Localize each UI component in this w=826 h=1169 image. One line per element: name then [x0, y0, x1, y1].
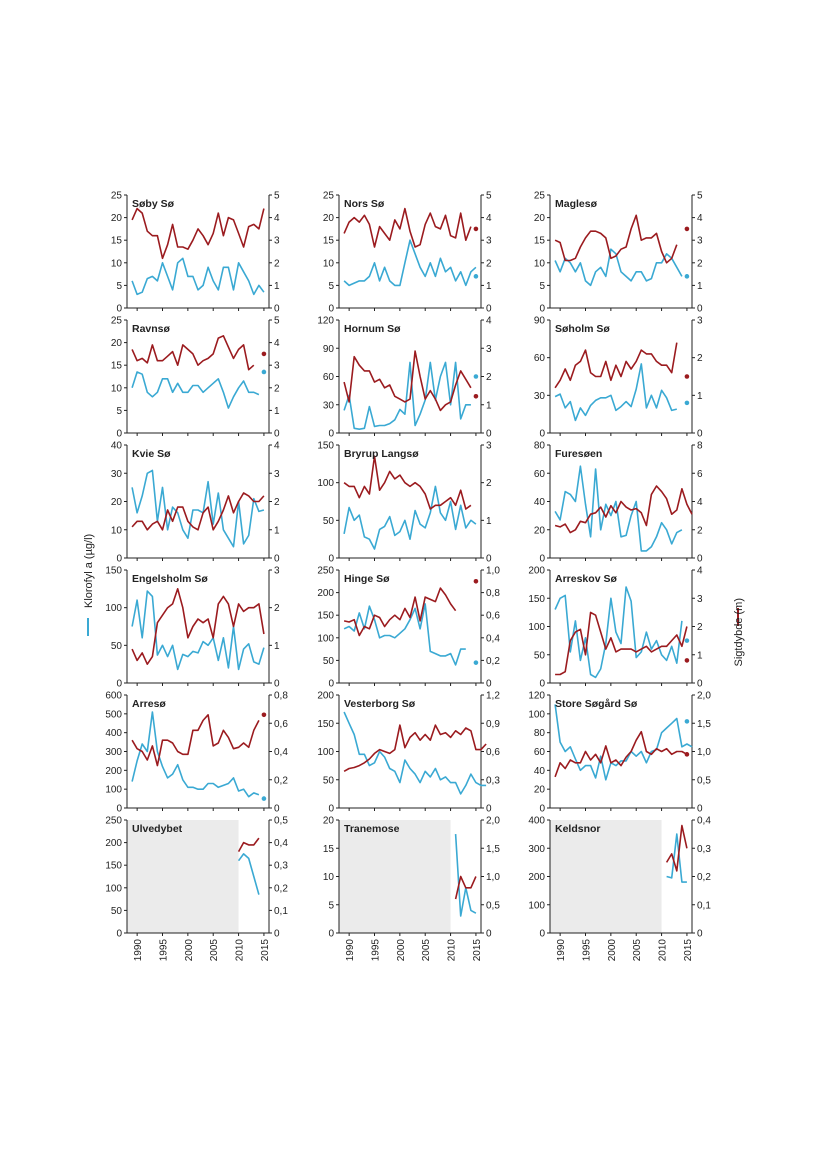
y-right-legend — [733, 598, 745, 666]
panels — [105, 191, 711, 962]
no-data-region — [339, 820, 451, 933]
y-left-tick-label: 90 — [322, 343, 334, 355]
y-right-tick-label: 0 — [697, 428, 703, 440]
y-left-tick-label: 10 — [322, 872, 334, 883]
x-tick-label: 1995 — [581, 939, 593, 962]
y-left-label: Klorofyl a (µg/l) — [83, 533, 95, 608]
y-right-tick-label: 1,0 — [697, 747, 711, 758]
y-left-tick-label: 15 — [322, 235, 334, 247]
panel-title: Søholm Sø — [555, 323, 610, 335]
panel-title: Arresø — [132, 698, 166, 710]
panel-title: Keldsnor — [555, 823, 601, 835]
y-right-tick-label: 0 — [274, 428, 280, 440]
y-left-tick-label: 40 — [110, 440, 122, 452]
y-left-tick-label: 200 — [528, 872, 545, 883]
y-left-tick-label: 500 — [105, 709, 122, 721]
y-left-tick-label: 0 — [539, 928, 545, 940]
chlorophyll-point — [262, 796, 267, 801]
panel-title: Ulvedybet — [132, 823, 183, 835]
y-right-tick-label: 4 — [274, 440, 280, 452]
panel-title: Engelsholm Sø — [132, 573, 208, 585]
chlorophyll-point — [685, 719, 690, 724]
y-left-tick-label: 120 — [317, 315, 334, 327]
y-left-tick-label: 0 — [328, 428, 334, 440]
y-left-tick-label: 0 — [328, 678, 334, 690]
y-left-tick-label: 120 — [528, 690, 545, 702]
chlorophyll-point — [474, 374, 479, 379]
chlorophyll-point — [685, 401, 690, 406]
y-left-tick-label: 100 — [528, 709, 545, 721]
y-left-tick-label: 60 — [533, 353, 545, 365]
y-left-tick-label: 10 — [110, 383, 122, 395]
y-left-tick-label: 5 — [539, 280, 545, 292]
secchi-series-line — [132, 336, 254, 370]
panel-hinge-sø — [317, 566, 500, 690]
y-right-tick-label: 2,0 — [697, 690, 711, 702]
y-left-tick-label: 150 — [105, 565, 122, 577]
y-right-tick-label: 3 — [274, 565, 280, 577]
y-left-tick-label: 50 — [322, 515, 334, 527]
y-left-tick-label: 20 — [110, 338, 122, 350]
y-left-tick-label: 60 — [533, 747, 545, 758]
y-left-tick-label: 100 — [105, 883, 122, 895]
y-right-tick-label: 0 — [486, 803, 492, 815]
chlorophyll-series-line — [456, 834, 476, 916]
y-left-tick-label: 20 — [110, 497, 122, 508]
y-right-tick-label: 2 — [697, 258, 703, 270]
chlorophyll-series-line — [132, 712, 259, 797]
y-right-tick-label: 0 — [697, 803, 703, 815]
y-left-tick-label: 150 — [317, 610, 334, 622]
y-left-tick-label: 0 — [539, 803, 545, 815]
y-right-tick-label: 5 — [486, 190, 492, 202]
y-right-tick-label: 3 — [274, 235, 280, 247]
y-left-tick-label: 25 — [110, 190, 122, 202]
secchi-point — [474, 394, 479, 399]
panel-arreskov-sø — [528, 566, 703, 690]
y-right-tick-label: 6 — [697, 468, 703, 480]
y-right-tick-label: 0,6 — [274, 718, 288, 730]
panel-title: Hinge Sø — [344, 573, 390, 585]
x-tick-label: 1995 — [370, 939, 382, 962]
y-left-tick-label: 10 — [110, 258, 122, 270]
y-right-tick-label: 3 — [486, 343, 492, 355]
x-tick-label: 2005 — [209, 939, 221, 962]
y-right-tick-label: 0 — [697, 553, 703, 565]
y-right-tick-label: 1 — [697, 280, 703, 292]
y-left-tick-label: 0 — [116, 803, 122, 815]
panel-title: Maglesø — [555, 198, 598, 210]
y-right-tick-label: 0,4 — [274, 747, 288, 758]
panel-engelsholm-sø — [105, 566, 280, 690]
y-right-tick-label: 5 — [274, 315, 280, 327]
y-right-tick-label: 0,4 — [697, 815, 711, 827]
x-tick-label: 2015 — [682, 939, 694, 962]
y-left-tick-label: 0 — [116, 303, 122, 315]
panel-søby-sø — [111, 191, 280, 315]
y-left-tick-label: 5 — [328, 900, 334, 912]
y-right-tick-label: 0,2 — [274, 883, 288, 895]
y-left-tick-label: 10 — [533, 258, 545, 270]
y-right-tick-label: 4 — [274, 213, 280, 225]
y-left-tick-label: 100 — [317, 633, 334, 645]
panel-søholm-sø — [534, 316, 703, 440]
y-left-tick-label: 60 — [533, 468, 545, 480]
y-left-tick-label: 10 — [110, 525, 122, 537]
y-left-tick-label: 100 — [317, 747, 334, 758]
panel-title: Store Søgård Sø — [555, 698, 638, 710]
panel-vesterborg-sø — [317, 691, 500, 815]
secchi-series-line — [344, 725, 486, 771]
y-right-tick-label: 1 — [486, 280, 492, 292]
panel-ravnsø — [111, 316, 280, 440]
chlorophyll-series-line — [344, 604, 466, 665]
y-right-tick-label: 0 — [486, 678, 492, 690]
y-left-tick-label: 25 — [110, 315, 122, 327]
no-data-region — [550, 820, 662, 933]
y-right-tick-label: 0 — [486, 303, 492, 315]
y-left-tick-label: 250 — [105, 815, 122, 827]
y-left-tick-label: 150 — [528, 593, 545, 605]
y-right-tick-label: 0,5 — [486, 900, 500, 912]
y-right-tick-label: 0,6 — [486, 610, 500, 622]
y-right-tick-label: 4 — [697, 497, 703, 508]
y-left-tick-label: 40 — [533, 497, 545, 508]
panel-store-søgård-sø — [528, 691, 711, 815]
secchi-point — [262, 352, 267, 357]
y-right-tick-label: 3 — [697, 235, 703, 247]
y-left-tick-label: 20 — [322, 815, 334, 827]
secchi-series-line — [555, 486, 692, 533]
y-right-tick-label: 4 — [697, 213, 703, 225]
y-left-tick-label: 25 — [533, 190, 545, 202]
secchi-point — [685, 752, 690, 757]
x-tick-label: 2015 — [471, 939, 483, 962]
secchi-series-line — [132, 209, 264, 259]
y-left-tick-label: 5 — [116, 280, 122, 292]
y-right-tick-label: 0,2 — [697, 872, 711, 883]
panel-title: Arreskov Sø — [555, 573, 617, 585]
y-left-tick-label: 50 — [110, 905, 122, 917]
chlorophyll-point — [262, 370, 267, 375]
y-left-tick-label: 100 — [105, 603, 122, 615]
secchi-series-line — [344, 588, 456, 635]
panel-kvie-sø — [111, 441, 280, 565]
y-left-tick-label: 200 — [528, 565, 545, 577]
y-left-tick-label: 80 — [533, 728, 545, 740]
y-left-tick-label: 0 — [328, 553, 334, 565]
y-right-tick-label: 4 — [274, 338, 280, 350]
y-right-tick-label: 5 — [274, 190, 280, 202]
chlorophyll-series-line — [555, 704, 692, 779]
y-right-tick-label: 0 — [274, 803, 280, 815]
y-left-tick-label: 300 — [105, 747, 122, 758]
y-right-tick-label: 3 — [486, 235, 492, 247]
y-left-tick-label: 0 — [539, 303, 545, 315]
x-tick-label: 1990 — [345, 939, 357, 962]
x-tick-label: 2005 — [632, 939, 644, 962]
y-left-tick-label: 30 — [533, 390, 545, 402]
y-left-tick-label: 5 — [328, 280, 334, 292]
chlorophyll-series-line — [132, 258, 264, 294]
y-right-tick-label: 0 — [486, 428, 492, 440]
y-left-tick-label: 10 — [322, 258, 334, 270]
y-left-tick-label: 40 — [533, 765, 545, 777]
secchi-series-line — [132, 493, 264, 530]
y-left-tick-label: 400 — [105, 728, 122, 740]
panel-tranemose — [323, 816, 500, 962]
y-left-tick-label: 90 — [533, 315, 545, 327]
y-left-tick-label: 15 — [533, 235, 545, 247]
secchi-series-line — [239, 838, 259, 852]
panel-title: Vesterborg Sø — [344, 698, 416, 710]
x-tick-label: 2000 — [183, 939, 195, 962]
y-right-tick-label: 2 — [274, 383, 280, 395]
y-right-tick-label: 2 — [697, 525, 703, 537]
y-left-tick-label: 200 — [105, 765, 122, 777]
y-right-tick-label: 1 — [697, 650, 703, 662]
panel-hornum-sø — [317, 316, 492, 440]
x-tick-label: 1995 — [158, 939, 170, 962]
panel-arresø — [105, 691, 288, 815]
y-left-tick-label: 300 — [528, 843, 545, 855]
y-right-tick-label: 0,2 — [486, 655, 500, 667]
y-left-tick-label: 20 — [533, 525, 545, 537]
y-right-tick-label: 3 — [274, 468, 280, 480]
y-right-tick-label: 0,5 — [274, 815, 288, 827]
x-tick-label: 2005 — [421, 939, 433, 962]
chlorophyll-series-line — [555, 587, 682, 677]
panel-nors-sø — [323, 191, 492, 315]
secchi-series-line — [344, 456, 471, 509]
x-tick-label: 2010 — [234, 939, 246, 962]
x-tick-label: 1990 — [133, 939, 145, 962]
y-right-tick-label: 0 — [697, 303, 703, 315]
y-left-tick-label: 50 — [322, 775, 334, 787]
y-left-tick-label: 0 — [116, 678, 122, 690]
y-right-tick-label: 1,5 — [697, 718, 711, 730]
panel-title: Hornum Sø — [344, 323, 401, 335]
y-right-tick-label: 1,0 — [486, 872, 500, 883]
panel-title: Søby Sø — [132, 198, 175, 210]
y-right-tick-label: 8 — [697, 440, 703, 452]
y-right-tick-label: 2 — [486, 372, 492, 383]
x-tick-label: 2010 — [657, 939, 669, 962]
panel-title: Kvie Sø — [132, 448, 171, 460]
y-right-tick-label: 2,0 — [486, 815, 500, 827]
y-left-tick-label: 100 — [317, 478, 334, 490]
y-right-tick-label: 2 — [274, 497, 280, 508]
chlorophyll-point — [474, 274, 479, 279]
no-data-region — [127, 820, 239, 933]
y-left-tick-label: 0 — [539, 678, 545, 690]
x-tick-label: 2010 — [446, 939, 458, 962]
y-left-tick-label: 400 — [528, 815, 545, 827]
panel-maglesø — [534, 191, 703, 315]
y-right-tick-label: 0 — [274, 553, 280, 565]
chlorophyll-point — [685, 274, 690, 279]
y-right-tick-label: 2 — [697, 353, 703, 365]
y-left-tick-label: 30 — [322, 400, 334, 412]
y-left-tick-label: 50 — [110, 640, 122, 652]
y-right-tick-label: 5 — [697, 190, 703, 202]
y-left-tick-label: 15 — [110, 360, 122, 372]
y-right-tick-label: 0,1 — [697, 900, 711, 912]
y-right-tick-label: 4 — [486, 213, 492, 225]
y-left-tick-label: 0 — [328, 928, 334, 940]
y-left-tick-label: 20 — [533, 784, 545, 796]
secchi-series-line — [667, 826, 687, 871]
y-right-tick-label: 0,6 — [486, 747, 500, 758]
y-right-tick-label: 1 — [274, 280, 280, 292]
y-right-tick-label: 0 — [697, 928, 703, 940]
y-left-tick-label: 150 — [317, 718, 334, 730]
y-left-tick-label: 60 — [322, 372, 334, 383]
y-right-tick-label: 2 — [486, 478, 492, 490]
x-tick-label: 2000 — [606, 939, 618, 962]
y-right-tick-label: 0 — [486, 928, 492, 940]
secchi-point — [685, 374, 690, 379]
y-left-tick-label: 20 — [110, 213, 122, 225]
y-right-tick-label: 2 — [274, 603, 280, 615]
y-right-tick-label: 1 — [274, 405, 280, 417]
secchi-series-line — [555, 732, 687, 777]
chlorophyll-point — [685, 638, 690, 643]
y-right-tick-label: 2 — [274, 258, 280, 270]
y-right-tick-label: 0,3 — [697, 843, 711, 855]
x-tick-label: 2000 — [395, 939, 407, 962]
y-right-tick-label: 2 — [486, 258, 492, 270]
chlorophyll-series-line — [239, 854, 259, 895]
y-left-tick-label: 0 — [328, 803, 334, 815]
secchi-point — [262, 712, 267, 717]
y-left-tick-label: 150 — [105, 860, 122, 872]
panel-keldsnor — [528, 816, 711, 962]
y-right-tick-label: 4 — [697, 565, 703, 577]
x-tick-label: 1990 — [556, 939, 568, 962]
y-right-tick-label: 2 — [697, 622, 703, 633]
secchi-series-line — [344, 209, 471, 247]
chlorophyll-series-line — [132, 372, 259, 408]
panel-title: Bryrup Langsø — [344, 448, 419, 460]
secchi-point — [474, 579, 479, 584]
secchi-series-line — [555, 215, 677, 262]
y-right-tick-label: 1,0 — [486, 565, 500, 577]
y-left-tick-label: 15 — [110, 235, 122, 247]
y-left-tick-label: 20 — [322, 213, 334, 225]
y-left-tick-label: 80 — [533, 440, 545, 452]
y-right-tick-label: 0,4 — [486, 633, 500, 645]
y-left-tick-label: 50 — [322, 655, 334, 667]
y-right-tick-label: 1,2 — [486, 690, 500, 702]
panel-title: Nors Sø — [344, 198, 385, 210]
y-left-tick-label: 200 — [317, 690, 334, 702]
panel-title: Ravnsø — [132, 323, 170, 335]
y-left-tick-label: 100 — [528, 900, 545, 912]
y-right-tick-label: 3 — [697, 315, 703, 327]
y-left-tick-label: 0 — [539, 428, 545, 440]
y-right-tick-label: 0 — [697, 678, 703, 690]
chlorophyll-series-line — [344, 240, 476, 285]
y-right-tick-label: 3 — [486, 440, 492, 452]
y-right-tick-label: 0,4 — [274, 838, 288, 850]
y-right-tick-label: 0,8 — [274, 690, 288, 702]
y-right-tick-label: 1 — [274, 525, 280, 537]
y-left-tick-label: 100 — [528, 622, 545, 633]
y-right-tick-label: 1 — [274, 640, 280, 652]
secchi-point — [685, 227, 690, 232]
y-right-tick-label: 0,1 — [274, 905, 288, 917]
panel-ulvedybet — [105, 816, 288, 962]
y-right-tick-label: 0,8 — [486, 588, 500, 600]
y-right-tick-label: 3 — [697, 593, 703, 605]
secchi-point — [474, 227, 479, 232]
secchi-point — [685, 658, 690, 663]
y-left-tick-label: 5 — [116, 405, 122, 417]
y-left-tick-label: 250 — [317, 565, 334, 577]
y-left-tick-label: 0 — [328, 303, 334, 315]
y-left-tick-label: 50 — [533, 650, 545, 662]
y-right-tick-label: 0 — [274, 678, 280, 690]
y-right-tick-label: 0 — [274, 928, 280, 940]
y-right-tick-label: 0,9 — [486, 718, 500, 730]
chlorophyll-series-line — [344, 486, 476, 549]
y-left-legend — [83, 534, 95, 636]
y-left-tick-label: 0 — [116, 553, 122, 565]
y-left-tick-label: 150 — [317, 440, 334, 452]
y-right-tick-label: 3 — [274, 360, 280, 372]
secchi-series-line — [555, 343, 677, 388]
x-tick-label: 2015 — [259, 939, 271, 962]
y-left-tick-label: 0 — [539, 553, 545, 565]
y-left-tick-label: 600 — [105, 690, 122, 702]
panel-bryrup-langsø — [317, 441, 492, 565]
chlorophyll-series-line — [132, 470, 264, 546]
y-left-tick-label: 30 — [110, 468, 122, 480]
panel-furesøen — [534, 441, 703, 565]
y-right-tick-label: 1 — [486, 515, 492, 527]
y-right-tick-label: 0 — [486, 553, 492, 565]
y-right-tick-label: 1,5 — [486, 843, 500, 855]
y-left-tick-label: 200 — [317, 588, 334, 600]
y-left-tick-label: 0 — [116, 928, 122, 940]
y-right-tick-label: 0,3 — [274, 860, 288, 872]
y-left-tick-label: 200 — [105, 838, 122, 850]
y-left-tick-label: 0 — [116, 428, 122, 440]
y-left-tick-label: 20 — [533, 213, 545, 225]
y-right-tick-label: 0,3 — [486, 775, 500, 787]
y-right-tick-label: 1 — [697, 390, 703, 402]
panel-title: Tranemose — [344, 823, 400, 835]
chlorophyll-point — [474, 660, 479, 665]
panel-title: Furesøen — [555, 448, 603, 460]
y-right-tick-label: 1 — [486, 400, 492, 412]
y-right-tick-label: 0,5 — [697, 775, 711, 787]
y-left-tick-label: 100 — [105, 784, 122, 796]
y-left-tick-label: 25 — [322, 190, 334, 202]
chlorophyll-series-line — [344, 712, 486, 794]
y-right-label: Sigtdybde (m) — [733, 598, 745, 667]
y-right-tick-label: 0 — [274, 303, 280, 315]
y-left-tick-label: 15 — [322, 843, 334, 855]
y-right-tick-label: 4 — [486, 315, 492, 327]
y-right-tick-label: 0,2 — [274, 775, 288, 787]
